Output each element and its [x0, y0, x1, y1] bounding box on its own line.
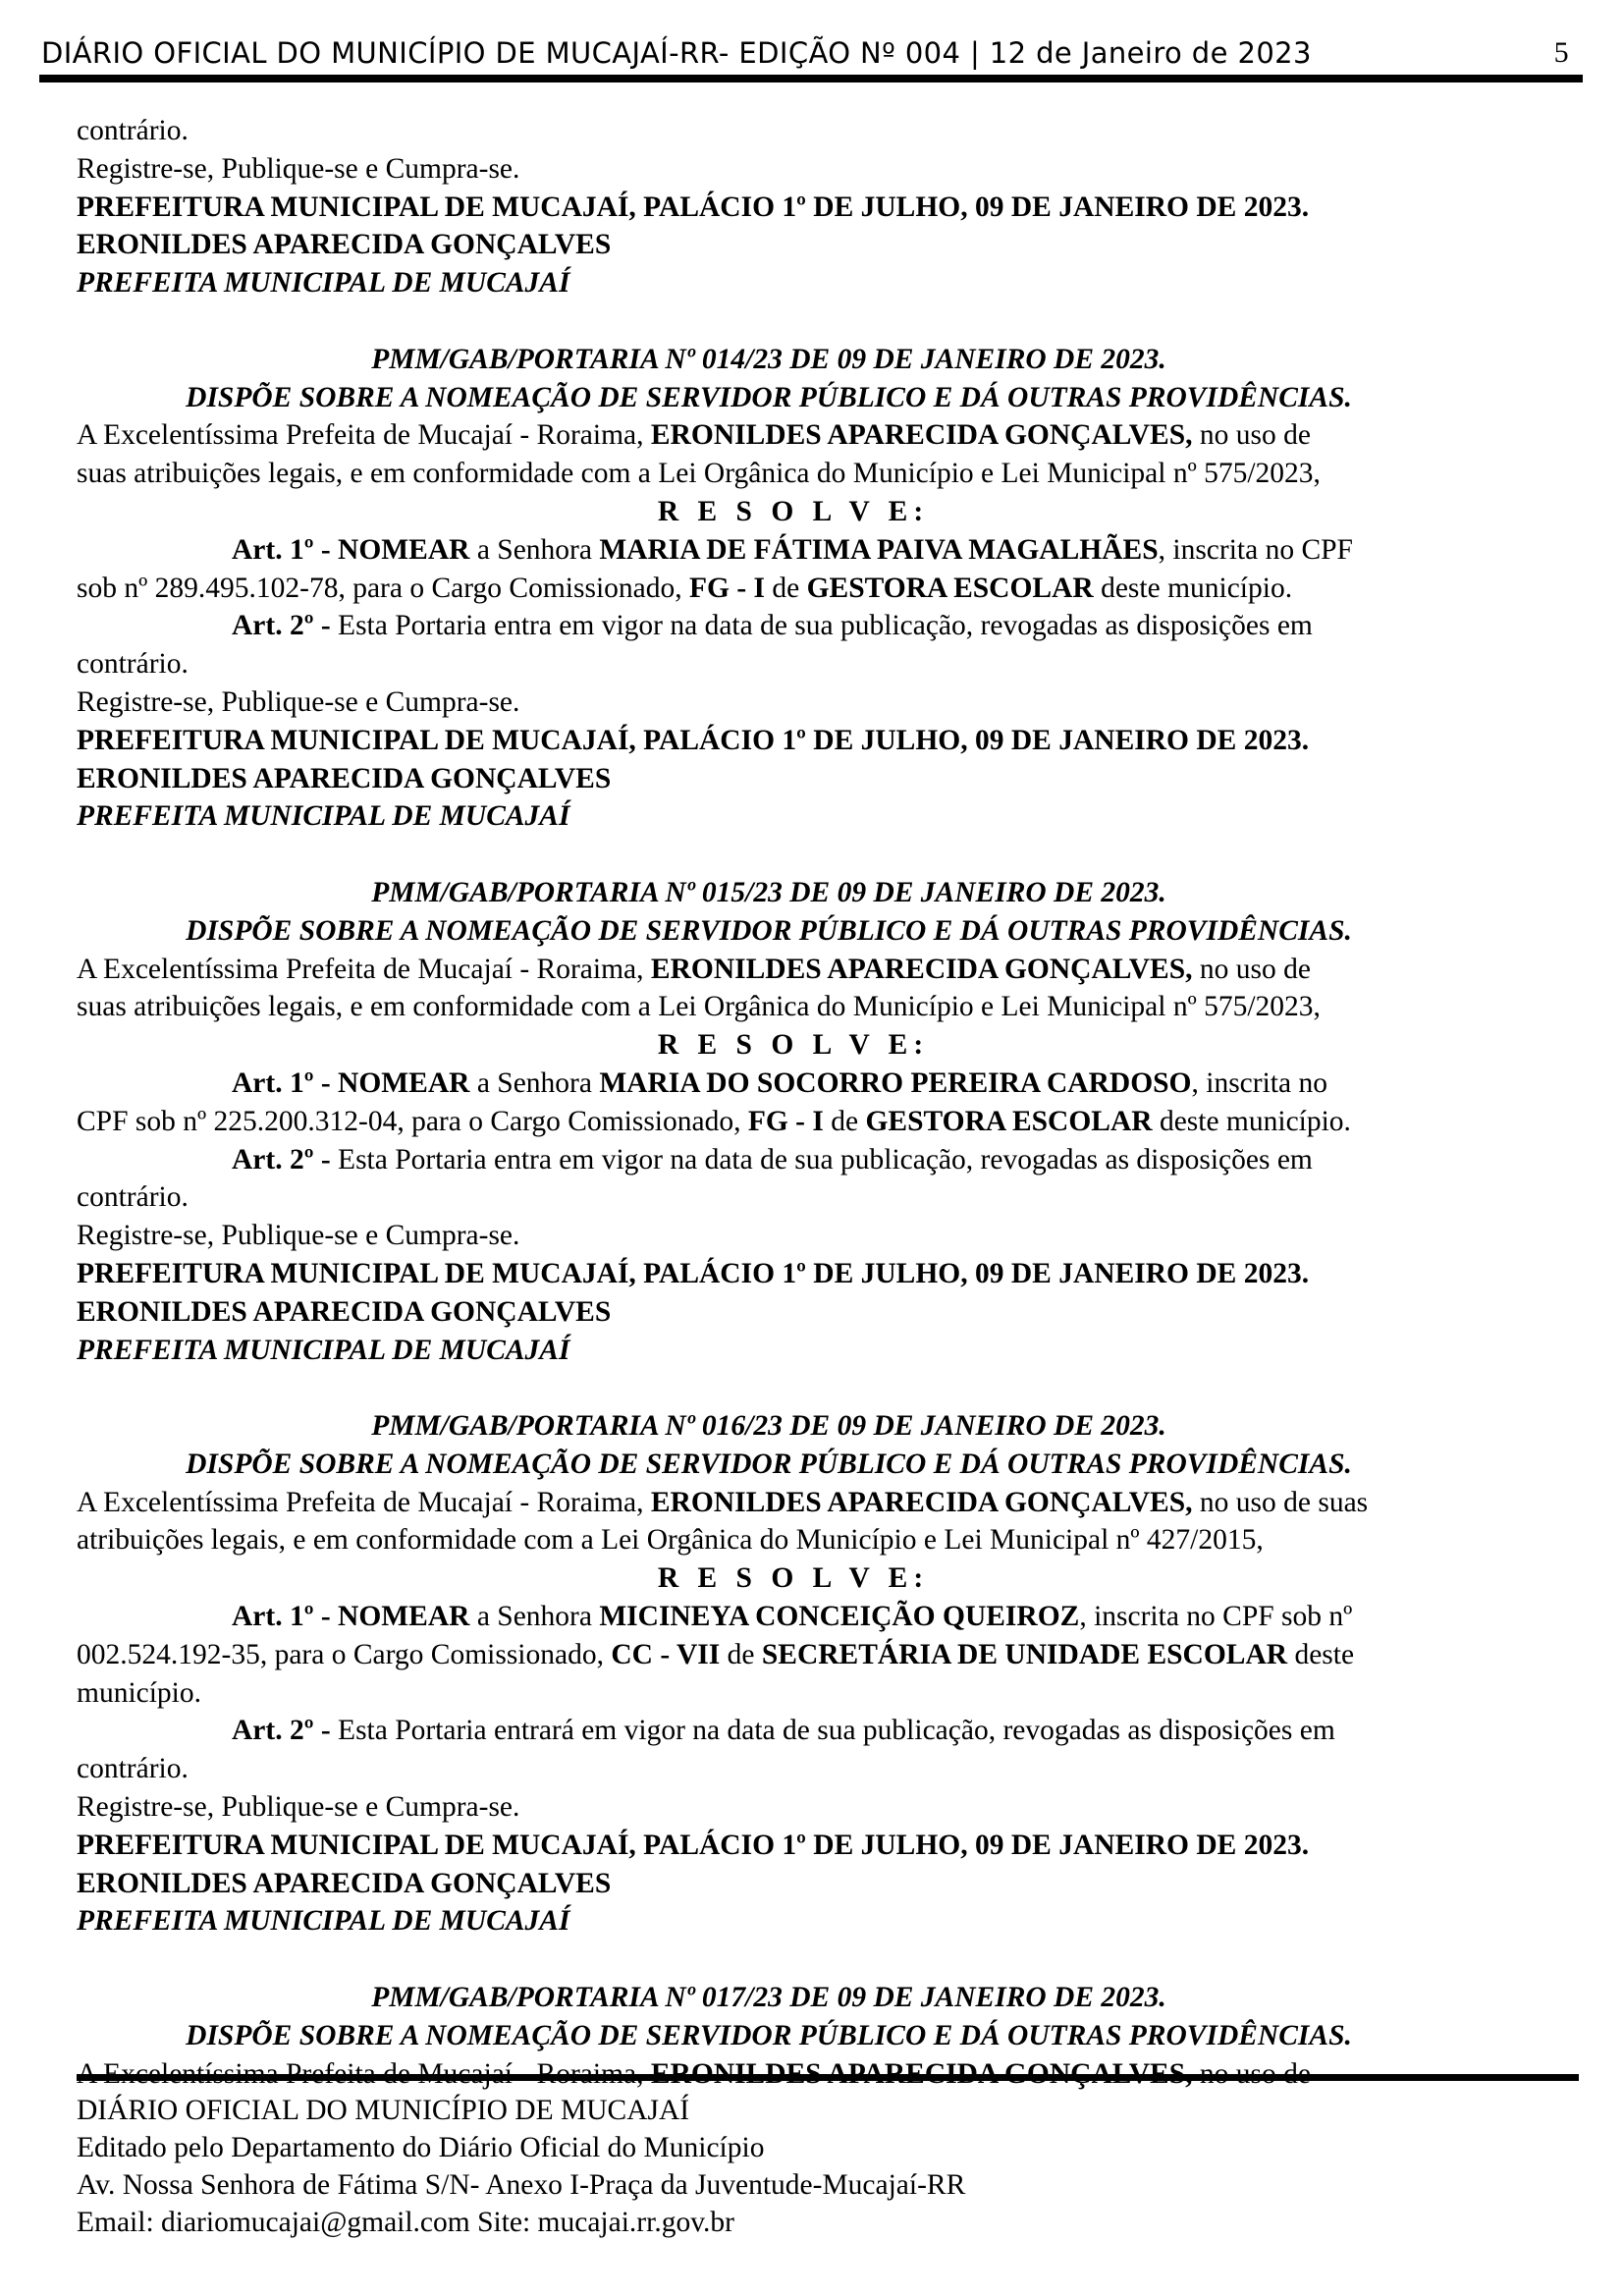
art2-line	[77, 1141, 1530, 1179]
fg-code: FG - I	[747, 1105, 824, 1137]
art2-continuation: contrário.	[77, 1753, 189, 1785]
portaria-subject: DISPÕE SOBRE A NOMEAÇÃO DE SERVIDOR PÚBLICO E DÁ OUTRAS PROVIDÊNCIAS.	[186, 381, 1352, 413]
art2-line	[77, 607, 1530, 645]
art2-label: Art. 2º -	[232, 1715, 331, 1747]
nominee-name: MARIA DE FÁTIMA PAIVA MAGALHÃES	[599, 533, 1159, 566]
art1-label: Art. 1º -	[232, 1601, 331, 1633]
portaria-subject: DISPÕE SOBRE A NOMEAÇÃO DE SERVIDOR PÚBLICO E DÁ OUTRAS PROVIDÊNCIAS.	[186, 914, 1352, 947]
art2-text: Esta Portaria entrará em vigor na data de sua publicação, revogadas as disposições em	[338, 1715, 1335, 1747]
a-senhora: a Senhora	[476, 1066, 592, 1099]
palacio-line: PREFEITURA MUNICIPAL DE MUCAJAÍ, PALÁCIO 1º DE JULHO, 09 DE JANEIRO DE 2023.	[77, 724, 1310, 756]
deste: deste	[1294, 1638, 1355, 1670]
art1-line	[77, 1598, 1530, 1636]
footer-line-1: DIÁRIO OFICIAL DO MUNICÍPIO DE MUCAJAÍ	[77, 2095, 690, 2126]
portaria-attrib: suas atribuições legais, e em conformidade com a Lei Orgânica do Município e Lei Municipal nº 575/2023,	[77, 458, 1321, 490]
page-header	[39, 33, 1583, 82]
para-cargo: , para o Cargo Comissionado,	[259, 1638, 604, 1670]
inscrita: , inscrita no CPF	[1158, 533, 1353, 566]
footer-line-3: Av. Nossa Senhora de Fátima S/N- Anexo I-Praça da Juventude-Mucajaí-RR	[77, 2169, 966, 2201]
art1-label: Art. 1º -	[232, 533, 331, 566]
footer-line-4: Email: diariomucajai@gmail.com Site: mucajai.rr.gov.br	[77, 2207, 734, 2238]
nomear: NOMEAR	[338, 1601, 470, 1633]
de: de	[831, 1105, 859, 1137]
art1-line	[77, 531, 1530, 570]
art2-continuation: contrário.	[77, 115, 189, 146]
art1-line-2	[77, 1636, 1530, 1674]
para-cargo: , para o Cargo Comissionado,	[397, 1105, 741, 1137]
art2-text: Esta Portaria entra em vigor na data de sua publicação, revogadas as disposições em	[338, 610, 1313, 642]
nominee-name: MICINEYA CONCEIÇÃO QUEIROZ	[599, 1601, 1080, 1633]
art2-label: Art. 2º -	[232, 1143, 331, 1175]
intro-prefix: A Excelentíssima Prefeita de Mucajaí - Roraima,	[77, 1486, 644, 1518]
nomear: NOMEAR	[338, 1066, 470, 1099]
signature-title: PREFEITA MUNICIPAL DE MUCAJAÍ	[77, 267, 570, 300]
intro-suffix: no uso de	[1192, 419, 1311, 452]
page-number: 5	[1553, 36, 1569, 69]
registre-line: Registre-se, Publique-se e Cumpra-se.	[77, 152, 520, 185]
sob: sob nº	[77, 572, 148, 604]
signature-title: PREFEITA MUNICIPAL DE MUCAJAÍ	[77, 1905, 570, 1938]
intro-suffix: no uso de suas	[1192, 1486, 1369, 1518]
portaria-intro: A Excelentíssima Prefeita de Mucajaí - Roraima, ERONILDES APARECIDA GONÇALVES, no uso de	[77, 953, 1311, 985]
registre-line: Registre-se, Publique-se e Cumpra-se.	[77, 685, 520, 718]
cargo-name: GESTORA ESCOLAR	[806, 572, 1094, 604]
portaria-intro: A Excelentíssima Prefeita de Mucajaí - Roraima, ERONILDES APARECIDA GONÇALVES, no uso de suas	[77, 1486, 1369, 1518]
resolve-heading: R E S O L V E:	[657, 1029, 930, 1062]
art1-line-2	[77, 1103, 1530, 1141]
nominee-cpf: 289.495.102-78	[154, 572, 339, 604]
mayor-name: ERONILDES APARECIDA GONÇALVES	[650, 419, 1186, 452]
resolve-heading: R E S O L V E:	[657, 1562, 930, 1595]
resolve-heading: R E S O L V E:	[657, 495, 930, 527]
portaria-title: PMM/GAB/PORTARIA Nº 016/23 DE 09 DE JANEIRO DE 2023.	[371, 1410, 1166, 1443]
registre-line: Registre-se, Publique-se e Cumpra-se.	[77, 1220, 520, 1252]
signature-title: PREFEITA MUNICIPAL DE MUCAJAÍ	[77, 800, 570, 833]
nominee-cpf: 225.200.312-04	[213, 1105, 398, 1137]
portaria-attrib: suas atribuições legais, e em conformidade com a Lei Orgânica do Município e Lei Municipal nº 575/2023,	[77, 991, 1321, 1023]
signature-name: ERONILDES APARECIDA GONÇALVES	[77, 762, 612, 794]
portaria-subject: DISPÕE SOBRE A NOMEAÇÃO DE SERVIDOR PÚBLICO E DÁ OUTRAS PROVIDÊNCIAS.	[186, 1448, 1352, 1480]
palacio-line: PREFEITURA MUNICIPAL DE MUCAJAÍ, PALÁCIO 1º DE JULHO, 09 DE JANEIRO DE 2023.	[77, 1829, 1310, 1861]
nomear: NOMEAR	[338, 533, 470, 566]
signature-name: ERONILDES APARECIDA GONÇALVES	[77, 229, 612, 261]
intro-suffix: no uso de	[1192, 953, 1311, 985]
signature-name: ERONILDES APARECIDA GONÇALVES	[77, 1867, 612, 1899]
footer-line-2: Editado pelo Departamento do Diário Oficial do Município	[77, 2132, 765, 2163]
de: de	[772, 572, 800, 604]
portaria-subject: DISPÕE SOBRE A NOMEAÇÃO DE SERVIDOR PÚBLICO E DÁ OUTRAS PROVIDÊNCIAS.	[186, 2019, 1352, 2051]
footer-divider	[77, 2074, 1579, 2081]
art1-line-2	[77, 570, 1530, 608]
signature-name: ERONILDES APARECIDA GONÇALVES	[77, 1295, 612, 1328]
para-cargo: , para o Cargo Comissionado,	[338, 572, 682, 604]
portaria-attrib: atribuições legais, e em conformidade com a Lei Orgânica do Município e Lei Municipal nº 427/2015,	[77, 1524, 1264, 1557]
portaria-014	[77, 341, 1530, 836]
art2-label: Art. 2º -	[232, 610, 331, 642]
spacer	[77, 1369, 1530, 1407]
spacer	[77, 836, 1530, 874]
cpf-sob: CPF sob nº	[77, 1105, 207, 1137]
art2-continuation: contrário.	[77, 648, 189, 681]
mayor-name: ERONILDES APARECIDA GONÇALVES	[650, 953, 1186, 985]
intro-prefix: A Excelentíssima Prefeita de Mucajaí - Roraima,	[77, 953, 644, 985]
art1-line-3: município.	[77, 1676, 202, 1709]
cargo-name: SECRETÁRIA DE UNIDADE ESCOLAR	[761, 1638, 1288, 1670]
portaria-title: PMM/GAB/PORTARIA Nº 017/23 DE 09 DE JANEIRO DE 2023.	[371, 1982, 1166, 2014]
palacio-line: PREFEITURA MUNICIPAL DE MUCAJAÍ, PALÁCIO 1º DE JULHO, 09 DE JANEIRO DE 2023.	[77, 191, 1310, 223]
deste-municipio: deste município.	[1159, 1105, 1351, 1137]
art2-continuation: contrário.	[77, 1181, 189, 1214]
page-content	[77, 112, 1530, 2093]
fg-code: CC - VII	[611, 1638, 721, 1670]
spacer	[77, 302, 1530, 341]
a-senhora: a Senhora	[476, 1601, 592, 1633]
mayor-name: ERONILDES APARECIDA GONÇALVES	[650, 1486, 1186, 1518]
fg-code: FG - I	[688, 572, 766, 604]
intro-prefix: A Excelentíssima Prefeita de Mucajaí - Roraima,	[77, 419, 644, 452]
inscrita: , inscrita no CPF sob nº	[1079, 1601, 1353, 1633]
portaria-title: PMM/GAB/PORTARIA Nº 014/23 DE 09 DE JANEIRO DE 2023.	[371, 343, 1166, 375]
portaria-intro: A Excelentíssima Prefeita de Mucajaí - Roraima, ERONILDES APARECIDA GONÇALVES, no uso de	[77, 419, 1311, 452]
spacer	[77, 1941, 1530, 1979]
header-title: DIÁRIO OFICIAL DO MUNICÍPIO DE MUCAJAÍ-RR- EDIÇÃO Nº 004 | 12 de Janeiro de 2023	[41, 36, 1312, 70]
de: de	[727, 1638, 755, 1670]
portaria-015	[77, 874, 1530, 1369]
cargo-name: GESTORA ESCOLAR	[865, 1105, 1153, 1137]
art2-line	[77, 1712, 1530, 1750]
palacio-line: PREFEITURA MUNICIPAL DE MUCAJAÍ, PALÁCIO 1º DE JULHO, 09 DE JANEIRO DE 2023.	[77, 1257, 1310, 1289]
nominee-name: MARIA DO SOCORRO PEREIRA CARDOSO	[599, 1066, 1192, 1099]
art1-label: Art. 1º -	[232, 1066, 331, 1099]
inscrita: , inscrita no	[1191, 1066, 1327, 1099]
registre-line: Registre-se, Publique-se e Cumpra-se.	[77, 1791, 520, 1824]
nominee-cpf: 002.524.192-35	[77, 1638, 260, 1670]
signature-title: PREFEITA MUNICIPAL DE MUCAJAÍ	[77, 1334, 570, 1366]
portaria-013-tail	[77, 112, 1530, 302]
art1-line	[77, 1065, 1530, 1103]
page-footer	[77, 2092, 965, 2241]
art2-text: Esta Portaria entra em vigor na data de sua publicação, revogadas as disposições em	[338, 1143, 1313, 1175]
portaria-title: PMM/GAB/PORTARIA Nº 015/23 DE 09 DE JANEIRO DE 2023.	[371, 876, 1166, 908]
deste-municipio: deste município.	[1101, 572, 1293, 604]
portaria-016	[77, 1407, 1530, 1941]
a-senhora: a Senhora	[476, 533, 592, 566]
